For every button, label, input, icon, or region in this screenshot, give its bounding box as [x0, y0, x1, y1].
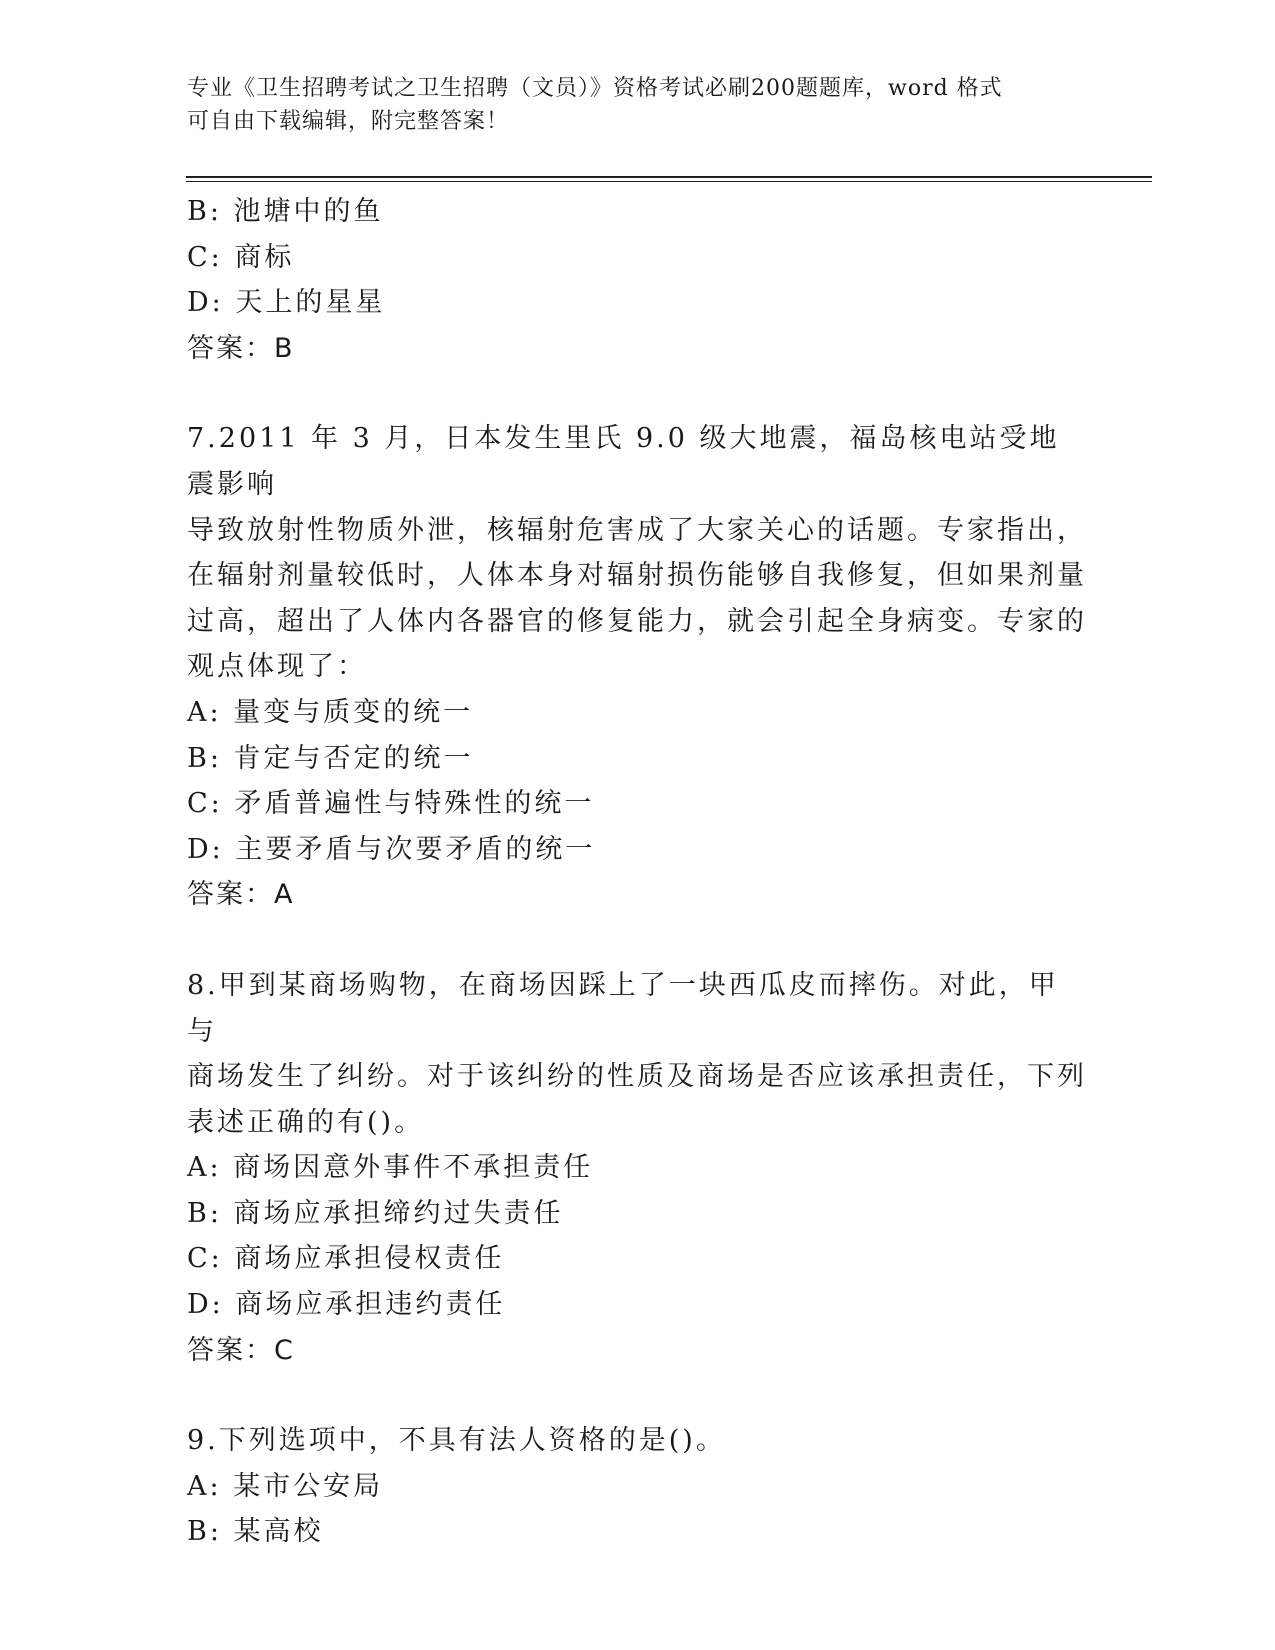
question-stem-line: 表述正确的有()。 [187, 1106, 425, 1138]
option-d: D: 商场应承担违约责任 [187, 1289, 506, 1321]
question-8 [187, 963, 1087, 1373]
option-b: B: 肯定与否定的统一 [187, 742, 474, 774]
header-line-1: 专业《卫生招聘考试之卫生招聘（文员）》资格考试必刷200题题库，word 格式 [187, 76, 1003, 101]
answer-line: 答案：C [187, 1334, 295, 1366]
question-stem-line: 9.下列选项中，不具有法人资格的是()。 [187, 1425, 726, 1457]
header-line-2: 可自由下载编辑，附完整答案！ [187, 109, 510, 134]
option-b: B: 商场应承担缔约过失责任 [187, 1197, 564, 1229]
spacer [187, 371, 1087, 416]
option-b: B: 某高校 [187, 1516, 324, 1548]
option-b: B: 池塘中的鱼 [187, 196, 384, 227]
previous-question [187, 189, 1087, 371]
header-divider-thick [186, 176, 1152, 178]
question-stem-line: 导致放射性物质外泄，核辐射危害成了大家关心的话题。专家指出， [187, 514, 1087, 546]
spacer [187, 1373, 1087, 1418]
option-d: D: 主要矛盾与次要矛盾的统一 [187, 833, 596, 865]
question-stem-line: 商场发生了纠纷。对于该纠纷的性质及商场是否应该承担责任，下列 [187, 1061, 1087, 1093]
question-7 [187, 416, 1087, 918]
question-9 [187, 1418, 1087, 1555]
option-a: A: 量变与质变的统一 [187, 696, 474, 728]
question-content [187, 189, 1087, 1555]
question-stem-line: 过高，超出了人体内各器官的修复能力，就会引起全身病变。专家的 [187, 605, 1087, 637]
question-stem-line: 在辐射剂量较低时，人体本身对辐射损伤能够自我修复，但如果剂量 [187, 560, 1087, 592]
spacer [187, 918, 1087, 963]
option-c: C: 矛盾普遍性与特殊性的统一 [187, 788, 595, 820]
option-c: C: 商标 [187, 241, 295, 273]
question-stem-line: 7.2011 年 3 月，日本发生里氏 9.0 级大地震，福岛核电站受地震影响 [187, 423, 1060, 500]
option-c: C: 商场应承担侵权责任 [187, 1243, 505, 1275]
answer-line: 答案：A [187, 879, 295, 911]
option-a: A: 商场因意外事件不承担责任 [187, 1152, 594, 1184]
question-stem-line: 观点体现了： [187, 651, 367, 683]
question-stem-line: 8.甲到某商场购物，在商场因踩上了一块西瓜皮而摔伤。对此，甲与 [187, 969, 1059, 1047]
answer-line: 答案：B [187, 332, 295, 364]
option-a: A: 某市公安局 [187, 1470, 384, 1502]
document-header [187, 72, 1067, 138]
option-d: D: 天上的星星 [187, 287, 386, 319]
header-divider-thin [186, 181, 1152, 182]
